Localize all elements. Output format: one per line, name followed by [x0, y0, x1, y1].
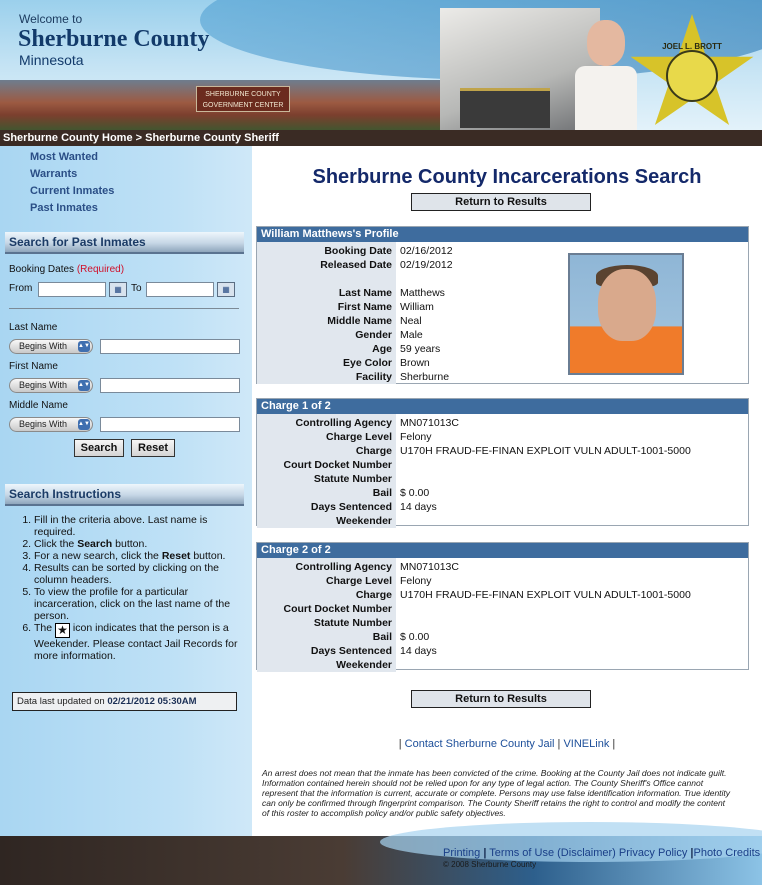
field-label: Eye Color: [257, 356, 396, 370]
field-label: Weekender: [257, 658, 396, 672]
field-label: First Name: [257, 300, 396, 314]
chevron-down-icon: ▲▼: [78, 419, 90, 430]
photo-credits-link[interactable]: Photo Credits: [693, 847, 761, 859]
county-title: Sherburne County: [18, 26, 210, 52]
field-row: [257, 500, 748, 514]
government-center-photo: [0, 80, 470, 130]
field-row: [257, 486, 748, 500]
field-row: [257, 430, 748, 444]
field-row: [257, 588, 748, 602]
field-label: Charge: [257, 444, 396, 458]
breadcrumb-home-link[interactable]: Sherburne County Home: [3, 132, 133, 144]
field-row: [257, 472, 748, 486]
field-value: Neal: [400, 315, 422, 327]
field-value: MN071013C: [400, 417, 459, 429]
instruction-item: 3. For a new search, click the Reset button.: [34, 550, 246, 562]
field-value: 02/19/2012: [400, 259, 453, 271]
updated-timestamp: 02/21/2012 05:30AM: [107, 696, 197, 707]
field-row: [257, 514, 748, 528]
field-label: Booking Date: [257, 244, 396, 258]
field-label: Controlling Agency: [257, 416, 396, 430]
field-row: [257, 458, 748, 472]
field-label: Charge Level: [257, 430, 396, 444]
instruction-item: 2. Click the Search button.: [34, 538, 246, 550]
first-name-label: First Name: [9, 361, 58, 372]
nav-most-wanted[interactable]: Most Wanted: [30, 151, 99, 163]
search-heading: Search for Past Inmates: [5, 232, 244, 254]
field-label: Last Name: [257, 286, 396, 300]
booking-dates-label: Booking Dates (Required): [9, 264, 125, 275]
badge-name: JOEL L. BROTT: [662, 42, 722, 51]
contact-links: | Contact Sherburne County Jail | VINELink |: [398, 738, 616, 750]
field-value: Felony: [400, 575, 432, 587]
building-sign: SHERBURNE COUNTY GOVERNMENT CENTER: [196, 86, 290, 112]
field-value: $ 0.00: [400, 631, 430, 643]
divider: [9, 308, 239, 309]
printing-link[interactable]: Printing: [443, 847, 481, 859]
profile-heading: William Matthews's Profile: [257, 227, 748, 242]
last-name-match-select[interactable]: Begins With ▲▼: [9, 339, 93, 354]
instructions-heading: Search Instructions: [5, 484, 244, 506]
field-value: 02/16/2012: [400, 245, 453, 257]
field-label: Statute Number: [257, 472, 396, 486]
footer: [0, 836, 762, 885]
field-label: Bail: [257, 630, 396, 644]
field-row: [257, 560, 748, 574]
field-value: Male: [400, 329, 423, 341]
data-updated-box: Data last updated on 02/21/2012 05:30AM: [12, 692, 237, 711]
return-to-results-button-top[interactable]: Return to Results: [411, 193, 591, 211]
field-label: Statute Number: [257, 616, 396, 630]
welcome-text: Welcome to: [19, 12, 83, 26]
from-label: From: [9, 283, 33, 294]
field-label: Released Date: [257, 258, 396, 272]
charge-panel-1: [256, 398, 749, 526]
from-calendar-icon[interactable]: ▦: [109, 282, 127, 297]
chevron-down-icon: ▲▼: [78, 341, 90, 352]
field-value: Felony: [400, 431, 432, 443]
nav-current-inmates[interactable]: Current Inmates: [30, 185, 115, 197]
charge-heading: Charge 2 of 2: [257, 543, 748, 558]
vinelink-link[interactable]: VINELink: [563, 738, 610, 750]
field-value: U170H FRAUD-FE-FINAN EXPLOIT VULN ADULT-1001-5000: [400, 445, 691, 457]
field-row: [257, 644, 748, 658]
weekender-star-icon: ★: [55, 623, 70, 638]
field-label: Court Docket Number: [257, 458, 396, 472]
charge-panel-2: [256, 542, 749, 670]
field-label: Middle Name: [257, 314, 396, 328]
field-value: 59 years: [400, 343, 441, 355]
header-banner: [0, 0, 762, 130]
field-label: Controlling Agency: [257, 560, 396, 574]
field-value: William: [400, 301, 434, 313]
field-label: Gender: [257, 328, 396, 342]
charge-heading: Charge 1 of 2: [257, 399, 748, 414]
field-value: U170H FRAUD-FE-FINAN EXPLOIT VULN ADULT-1001-5000: [400, 589, 691, 601]
field-row: [257, 616, 748, 630]
sheriff-badge-icon: [628, 14, 756, 130]
first-name-match-select[interactable]: Begins With ▲▼: [9, 378, 93, 393]
to-date-input[interactable]: [146, 282, 214, 297]
middle-name-match-select[interactable]: Begins With ▲▼: [9, 417, 93, 432]
instruction-item: 1. Fill in the criteria above. Last name is required.: [34, 514, 246, 538]
instruction-item: 4. Results can be sorted by clicking on the column headers.: [34, 562, 246, 586]
field-label: Weekender: [257, 514, 396, 528]
sidebar: [0, 146, 252, 836]
privacy-link[interactable]: Privacy Policy: [618, 847, 688, 859]
field-value: $ 0.00: [400, 487, 430, 499]
field-value: Brown: [400, 357, 430, 369]
search-instructions: [20, 514, 246, 662]
field-label: Bail: [257, 486, 396, 500]
field-label: Age: [257, 342, 396, 356]
field-row: [257, 416, 748, 430]
to-calendar-icon[interactable]: ▦: [217, 282, 235, 297]
last-name-label: Last Name: [9, 322, 58, 333]
reset-button[interactable]: Reset: [131, 439, 175, 457]
page-title: Sherburne County Incarcerations Search: [312, 166, 702, 188]
middle-name-input[interactable]: [100, 417, 240, 432]
nav-warrants[interactable]: Warrants: [30, 168, 78, 180]
inmate-photo: [568, 253, 684, 375]
disclaimer-text: An arrest does not mean that the inmate has been convicted of the crime. Booking at the County Jail does not indicate guilt. Information contained herein should not be relied upon for any type of legal action. The County Sheriff's Office cannot represent that the information is current, accurate or complete. Persons may use false identification information. True identity can only be confirmed through fingerprint comparison. The County Sheriff retains the right to control and modify the content of this roster to accomplish policy and/or public safety objectives.: [262, 768, 731, 818]
field-label: Court Docket Number: [257, 602, 396, 616]
field-label: Charge: [257, 588, 396, 602]
from-date-input[interactable]: [38, 282, 106, 297]
to-label: To: [131, 283, 142, 294]
field-value: MN071013C: [400, 561, 459, 573]
nav-past-inmates[interactable]: Past Inmates: [30, 202, 98, 214]
terms-link[interactable]: Terms of Use (Disclaimer): [489, 847, 616, 859]
field-row: [257, 658, 748, 672]
middle-name-label: Middle Name: [9, 400, 68, 411]
field-label: Days Sentenced: [257, 500, 396, 514]
required-label: (Required): [76, 264, 125, 275]
first-name-input[interactable]: [100, 378, 240, 393]
search-button[interactable]: Search: [74, 439, 124, 457]
field-row: [257, 574, 748, 588]
chevron-down-icon: ▲▼: [78, 380, 90, 391]
field-label: [257, 272, 396, 286]
main-content: [252, 146, 762, 836]
instruction-item: 6. The ★ icon indicates that the person is a Weekender. Please contact Jail Records for more information.: [34, 622, 246, 662]
field-row: [257, 602, 748, 616]
instruction-item: 5. To view the profile for a particular incarceration, click on the last name of the person.: [34, 586, 246, 622]
field-value: Sherburne: [400, 371, 450, 383]
breadcrumb: Sherburne County Home > Sherburne County Sheriff: [0, 130, 762, 146]
field-value: 14 days: [400, 501, 437, 513]
field-row: [257, 630, 748, 644]
state-title: Minnesota: [19, 52, 84, 68]
field-value: Matthews: [400, 287, 445, 299]
last-name-input[interactable]: [100, 339, 240, 354]
return-to-results-button-bottom[interactable]: Return to Results: [411, 690, 591, 708]
field-row: [257, 444, 748, 458]
breadcrumb-current-link[interactable]: Sherburne County Sheriff: [145, 132, 279, 144]
field-label: Charge Level: [257, 574, 396, 588]
profile-panel: [256, 226, 749, 384]
copyright: © 2008 Sherburne County: [443, 860, 537, 869]
contact-jail-link[interactable]: Contact Sherburne County Jail: [404, 738, 555, 750]
field-label: Days Sentenced: [257, 644, 396, 658]
footer-links: Printing | Terms of Use (Disclaimer) Privacy Policy |Photo Credits: [443, 847, 761, 859]
field-label: Facility: [257, 370, 396, 384]
field-value: 14 days: [400, 645, 437, 657]
